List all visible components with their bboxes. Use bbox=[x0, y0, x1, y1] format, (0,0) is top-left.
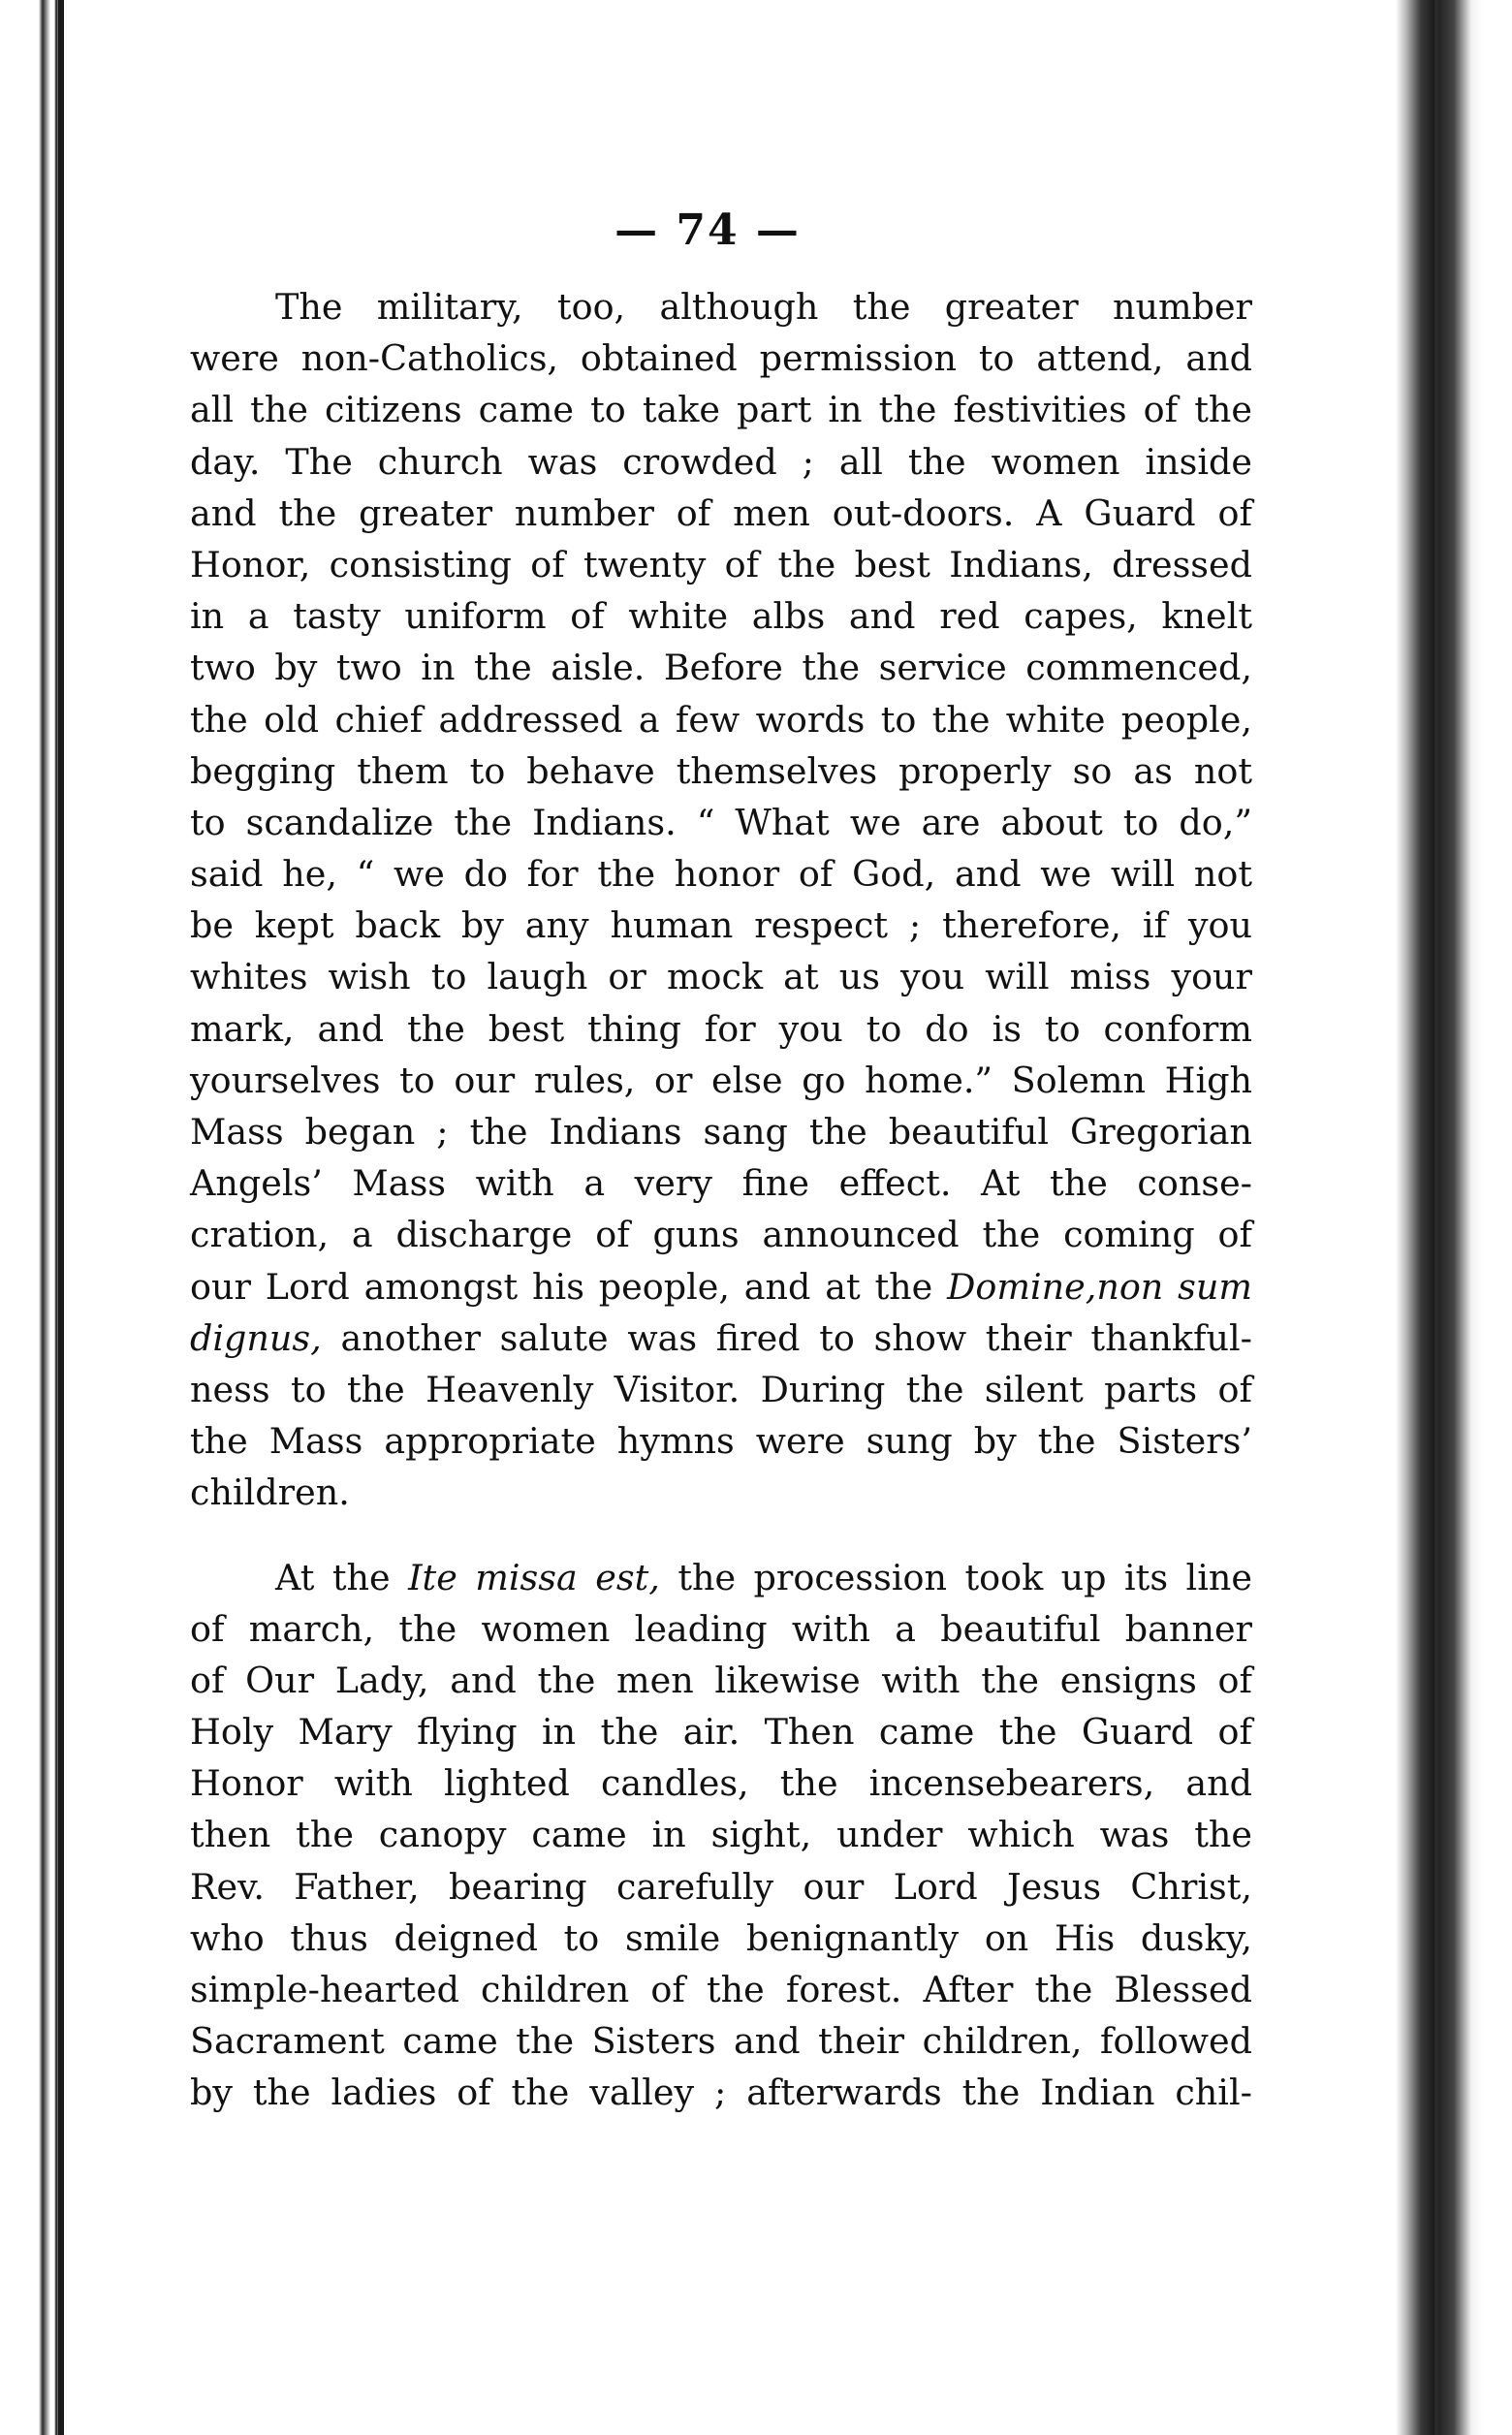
paragraph-2 bbox=[190, 1552, 1252, 2119]
right-border-line bbox=[1434, 0, 1438, 2435]
text-line: cration, a discharge of guns announced the coming of bbox=[190, 1214, 1252, 1256]
text-line: Rev. Father, bearing carefully our Lord Jesus Christ, bbox=[190, 1865, 1252, 1908]
text-line: all the citizens came to take part in the festivities of the bbox=[190, 389, 1252, 431]
text-line: to scandalize the Indians. “ What we are about to do,” bbox=[190, 801, 1252, 843]
italic-latin-phrase: dignus, bbox=[190, 1316, 322, 1359]
text-line: mark, and the best thing for you to do is to conform bbox=[190, 1007, 1252, 1050]
text-segment: At the bbox=[275, 1556, 391, 1598]
text-line: and the greater number of men out-doors. A Guard of bbox=[190, 491, 1252, 534]
text-line: Honor with lighted candles, the incensebearers, and bbox=[190, 1762, 1252, 1805]
text-line: yourselves to our rules, or else go home.” Solemn High bbox=[190, 1059, 1252, 1101]
italic-latin-phrase: Ite missa est, bbox=[408, 1556, 660, 1598]
text-line: simple-hearted children of the forest. After the Blessed bbox=[190, 1969, 1252, 2010]
text-segment: another salute was fired to show their thankful- bbox=[340, 1316, 1252, 1359]
text-segment: the procession took up its line bbox=[677, 1556, 1252, 1598]
text-line: said he, “ we do for the honor of God, and we will not bbox=[190, 853, 1252, 896]
text-line: the Mass appropriate hymns were sung by the Sisters’ bbox=[190, 1420, 1252, 1463]
text-line: of march, the women leading with a beautiful banner bbox=[190, 1607, 1252, 1650]
text-line: Honor, consisting of twenty of the best Indians, dressed bbox=[190, 543, 1252, 585]
text-line: be kept back by any human respect ; therefore, if you bbox=[190, 904, 1252, 947]
text-line: begging them to behave themselves properly so as not bbox=[190, 749, 1252, 792]
text-line: in a tasty uniform of white albs and red capes, knelt bbox=[190, 595, 1252, 638]
text-line: The military, too, although the greater number bbox=[275, 286, 1252, 328]
text-line: day. The church was crowded ; all the women inside bbox=[190, 440, 1252, 483]
text-line: the old chief addressed a few words to the white people, bbox=[190, 698, 1252, 741]
paragraph-gap bbox=[190, 1519, 1252, 1552]
text-line: Angels’ Mass with a very fine effect. At the conse- bbox=[190, 1162, 1252, 1205]
text-line: Sacrament came the Sisters and their children, followed bbox=[190, 2020, 1252, 2063]
text-line: two by two in the aisle. Before the service commenced, bbox=[190, 647, 1252, 689]
text-line-with-italic bbox=[190, 1261, 1252, 1312]
paragraph-1 bbox=[190, 281, 1252, 1519]
text-line: children. bbox=[190, 1471, 350, 1514]
text-line: who thus deigned to smile benignantly on His dusky, bbox=[190, 1916, 1252, 1959]
right-page-edge bbox=[1396, 0, 1512, 2435]
left-border-line bbox=[58, 0, 64, 2435]
text-line: whites wish to laugh or mock at us you will miss your bbox=[190, 956, 1252, 998]
text-line: Holy Mary flying in the air. Then came the Guard of bbox=[190, 1711, 1252, 1754]
page-number: — 74 — bbox=[614, 206, 801, 255]
text-line: ness to the Heavenly Visitor. During the silent parts of bbox=[190, 1368, 1252, 1410]
text-line: Mass began ; the Indians sang the beautiful Gregorian bbox=[190, 1111, 1252, 1153]
italic-latin-phrase: Domine,non sum bbox=[947, 1265, 1252, 1308]
text-line-with-italic bbox=[190, 1552, 1252, 1603]
text-line-with-italic bbox=[190, 1312, 1252, 1364]
text-segment: our Lord amongst his people, and at the bbox=[190, 1265, 933, 1308]
text-line: then the canopy came in sight, under which was the bbox=[190, 1814, 1252, 1856]
text-line: were non-Catholics, obtained permission to attend, and bbox=[190, 337, 1252, 380]
text-line: by the ladies of the valley ; afterwards the Indian chil- bbox=[190, 2071, 1252, 2114]
text-line: of Our Lady, and the men likewise with the ensigns of bbox=[190, 1659, 1252, 1701]
page-body bbox=[190, 281, 1252, 2119]
